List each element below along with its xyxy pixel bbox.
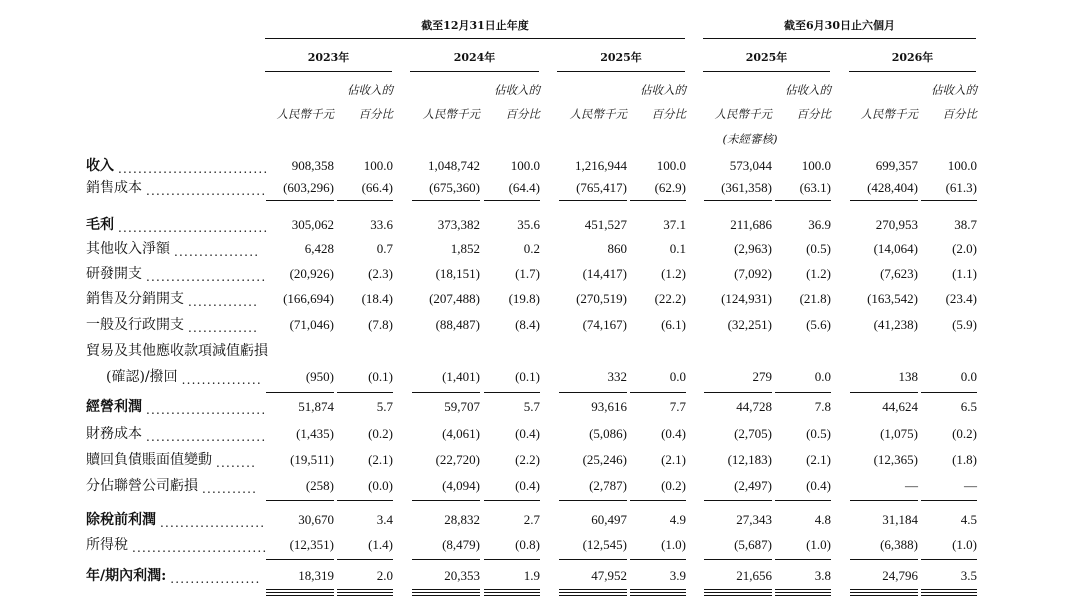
value-cell: (0.4) — [806, 478, 831, 493]
dot-leader: .............................. — [117, 221, 269, 235]
value-cell: 860 — [607, 241, 627, 256]
value-cell: 0.0 — [669, 369, 686, 384]
subtotal-rule — [412, 392, 480, 393]
value-cell: (12,351) — [289, 537, 334, 552]
row-label: 財務成本 — [86, 426, 142, 442]
year-header: 2025年 — [600, 51, 642, 64]
row-label: 所得稅 — [86, 537, 128, 553]
subtotal-rule — [559, 392, 627, 393]
subtotal-rule — [559, 559, 627, 560]
subtotal-rule — [266, 500, 334, 501]
value-cell: 31,184 — [882, 512, 918, 527]
double-rule — [412, 595, 480, 596]
dot-leader: ........ — [215, 456, 257, 470]
value-cell: (66.4) — [361, 180, 393, 195]
value-cell: (0.2) — [661, 478, 686, 493]
dot-leader: ........................ — [145, 403, 267, 417]
row-label: 贖回負債賬面值變動 — [86, 452, 212, 468]
value-cell: 1,048,742 — [428, 158, 480, 173]
double-rule — [266, 589, 334, 590]
subtotal-rule — [630, 392, 686, 393]
value-cell: 6.5 — [960, 399, 977, 414]
value-cell: (22,720) — [435, 452, 480, 467]
double-rule — [775, 592, 831, 593]
value-cell: (0.1) — [515, 369, 540, 384]
value-cell: (20,926) — [289, 266, 334, 281]
subtotal-rule — [921, 500, 977, 501]
column-header-percent: 佔收入的 — [494, 83, 540, 97]
subtotal-rule — [850, 500, 918, 501]
value-cell: 27,343 — [736, 512, 772, 527]
value-cell: (22.2) — [654, 291, 686, 306]
double-rule — [921, 595, 977, 596]
double-rule — [266, 592, 334, 593]
value-cell: 35.6 — [517, 217, 540, 232]
value-cell: (1.0) — [952, 537, 977, 552]
double-rule — [630, 595, 686, 596]
value-cell: (1.1) — [952, 266, 977, 281]
subtotal-rule — [266, 559, 334, 560]
value-cell: 7.8 — [814, 399, 831, 414]
value-cell: 3.9 — [669, 568, 686, 583]
value-cell: 47,952 — [591, 568, 627, 583]
value-cell: 908,358 — [291, 158, 334, 173]
subtotal-rule — [704, 559, 772, 560]
value-cell: (23.4) — [945, 291, 977, 306]
value-cell: 0.2 — [523, 241, 540, 256]
value-cell: (5,086) — [589, 426, 627, 441]
double-rule — [484, 589, 540, 590]
value-cell: (2,787) — [589, 478, 627, 493]
subtotal-rule — [337, 200, 393, 201]
value-cell: (2,705) — [734, 426, 772, 441]
subtotal-rule — [266, 392, 334, 393]
dot-leader: ................ — [181, 373, 262, 387]
value-cell: 3.4 — [376, 512, 393, 527]
value-cell: (1,435) — [296, 426, 334, 441]
value-cell: 0.0 — [814, 369, 831, 384]
column-header-amount: 人民幣千元 — [714, 107, 772, 121]
row-label: 研發開支 — [86, 266, 142, 282]
column-header-amount: 人民幣千元 — [422, 107, 480, 121]
value-cell: (14,064) — [873, 241, 918, 256]
value-cell: (12,183) — [727, 452, 772, 467]
subtotal-rule — [921, 200, 977, 201]
value-cell: 36.9 — [808, 217, 831, 232]
value-cell: (64.4) — [508, 180, 540, 195]
value-cell: 138 — [898, 369, 918, 384]
value-cell: 30,670 — [298, 512, 334, 527]
value-cell: 44,728 — [736, 399, 772, 414]
subtotal-rule — [412, 500, 480, 501]
dot-leader: ..................... — [159, 516, 266, 530]
subtotal-rule — [850, 392, 918, 393]
value-cell: 5.7 — [523, 399, 540, 414]
row-label: 毛利 — [86, 217, 114, 233]
column-header-amount: 人民幣千元 — [569, 107, 627, 121]
subtotal-rule — [775, 559, 831, 560]
value-cell: (21.8) — [799, 291, 831, 306]
value-cell: (163,542) — [867, 291, 918, 306]
double-rule — [559, 592, 627, 593]
double-rule — [337, 592, 393, 593]
value-cell: (18.4) — [361, 291, 393, 306]
subtotal-rule — [337, 559, 393, 560]
value-cell: 332 — [607, 369, 627, 384]
value-cell: (2.3) — [368, 266, 393, 281]
row-label: 一般及行政開支 — [86, 317, 184, 333]
value-cell: (166,694) — [283, 291, 334, 306]
value-cell: 100.0 — [510, 158, 540, 173]
header-rule — [265, 38, 685, 39]
value-cell: (74,167) — [582, 317, 627, 332]
value-cell: 59,707 — [444, 399, 480, 414]
value-cell: (63.1) — [799, 180, 831, 195]
header-rule — [703, 38, 976, 39]
value-cell: 6,428 — [304, 241, 334, 256]
year-rule — [557, 71, 685, 72]
value-cell: (41,238) — [873, 317, 918, 332]
value-cell: (12,545) — [582, 537, 627, 552]
value-cell: (765,417) — [576, 180, 627, 195]
value-cell: 33.6 — [370, 217, 393, 232]
subtotal-rule — [704, 392, 772, 393]
value-cell: (18,151) — [435, 266, 480, 281]
double-rule — [630, 592, 686, 593]
row-label: 除稅前利潤 — [86, 512, 156, 528]
column-header-percent: 百分比 — [651, 107, 686, 121]
dot-leader: .............. — [187, 295, 259, 309]
value-cell: (0.2) — [952, 426, 977, 441]
value-cell: (62.9) — [654, 180, 686, 195]
value-cell: (2.1) — [661, 452, 686, 467]
value-cell: (5.6) — [806, 317, 831, 332]
value-cell: 573,044 — [729, 158, 772, 173]
column-header-amount: 人民幣千元 — [276, 107, 334, 121]
double-rule — [921, 589, 977, 590]
row-label-continuation: (確認)/撥回 — [106, 369, 178, 385]
value-cell: (2,963) — [734, 241, 772, 256]
value-cell: (7.8) — [368, 317, 393, 332]
value-cell: 373,382 — [437, 217, 480, 232]
value-cell: 18,319 — [298, 568, 334, 583]
value-cell: 60,497 — [591, 512, 627, 527]
value-cell: (88,487) — [435, 317, 480, 332]
double-rule — [704, 589, 772, 590]
subtotal-rule — [484, 559, 540, 560]
value-cell: (19,511) — [290, 452, 334, 467]
value-cell: (14,417) — [582, 266, 627, 281]
value-cell: 211,686 — [730, 217, 772, 232]
value-cell: 24,796 — [882, 568, 918, 583]
column-header-percent: 佔收入的 — [785, 83, 831, 97]
value-cell: 0.0 — [960, 369, 977, 384]
value-cell: 451,527 — [584, 217, 627, 232]
double-rule — [704, 592, 772, 593]
value-cell: (1.0) — [806, 537, 831, 552]
value-cell: 93,616 — [591, 399, 627, 414]
row-label: 銷售成本 — [86, 180, 142, 196]
double-rule — [337, 589, 393, 590]
value-cell: 2.7 — [523, 512, 540, 527]
double-rule — [412, 589, 480, 590]
double-rule — [921, 592, 977, 593]
header-fiscal-year-group: 截至12月31日止年度 — [421, 19, 529, 32]
value-cell: (1.8) — [952, 452, 977, 467]
value-cell: (6.1) — [661, 317, 686, 332]
value-cell: (19.8) — [508, 291, 540, 306]
subtotal-rule — [484, 392, 540, 393]
value-cell: (1.2) — [806, 266, 831, 281]
double-rule — [266, 595, 334, 596]
value-cell: (603,296) — [283, 180, 334, 195]
value-cell: (4,094) — [442, 478, 480, 493]
column-header-percent: 百分比 — [505, 107, 540, 121]
value-cell: (0.5) — [806, 241, 831, 256]
value-cell: 5.7 — [376, 399, 393, 414]
value-cell: (361,358) — [721, 180, 772, 195]
value-cell: 38.7 — [954, 217, 977, 232]
subtotal-rule — [775, 500, 831, 501]
value-cell: (2.1) — [368, 452, 393, 467]
value-cell: 699,357 — [875, 158, 918, 173]
subtotal-rule — [921, 559, 977, 560]
value-cell: 279 — [752, 369, 772, 384]
double-rule — [337, 595, 393, 596]
value-cell: 7.7 — [669, 399, 686, 414]
value-cell: 51,874 — [298, 399, 334, 414]
double-rule — [775, 595, 831, 596]
value-cell: 4.8 — [814, 512, 831, 527]
value-cell: (1,401) — [442, 369, 480, 384]
subtotal-rule — [559, 500, 627, 501]
value-cell: (8.4) — [515, 317, 540, 332]
value-cell: 100.0 — [656, 158, 686, 173]
year-rule — [849, 71, 976, 72]
subtotal-rule — [559, 200, 627, 201]
double-rule — [484, 592, 540, 593]
value-cell: 2.0 — [376, 568, 393, 583]
year-rule — [265, 71, 392, 72]
subtotal-rule — [630, 559, 686, 560]
subtotal-rule — [630, 200, 686, 201]
column-header-percent: 佔收入的 — [640, 83, 686, 97]
dot-leader: ........................... — [131, 541, 268, 555]
dot-leader: ........................ — [145, 184, 267, 198]
value-cell: 270,953 — [875, 217, 918, 232]
value-cell: (7,623) — [880, 266, 918, 281]
dot-leader: ........... — [201, 482, 258, 496]
row-label: 銷售及分銷開支 — [86, 291, 184, 307]
subtotal-rule — [484, 500, 540, 501]
value-cell: (61.3) — [945, 180, 977, 195]
value-cell: 1,852 — [450, 241, 480, 256]
value-cell: (1.0) — [661, 537, 686, 552]
double-rule — [484, 595, 540, 596]
double-rule — [704, 595, 772, 596]
value-cell: (0.4) — [661, 426, 686, 441]
subtotal-rule — [337, 500, 393, 501]
value-cell: (124,931) — [721, 291, 772, 306]
value-cell: 1.9 — [523, 568, 540, 583]
row-label: 其他收入淨額 — [86, 241, 170, 257]
value-cell: (6,388) — [880, 537, 918, 552]
column-header-percent: 百分比 — [942, 107, 977, 121]
value-cell: (207,488) — [429, 291, 480, 306]
double-rule — [559, 595, 627, 596]
row-label: 收入 — [86, 158, 114, 174]
value-cell: (0.5) — [806, 426, 831, 441]
value-cell: (950) — [305, 369, 334, 384]
double-rule — [412, 592, 480, 593]
value-cell: (2.1) — [806, 452, 831, 467]
value-cell: (0.1) — [368, 369, 393, 384]
value-cell: (32,251) — [727, 317, 772, 332]
subtotal-rule — [412, 559, 480, 560]
double-rule — [630, 589, 686, 590]
value-cell: (7,092) — [734, 266, 772, 281]
value-cell: (12,365) — [873, 452, 918, 467]
year-header: 2024年 — [453, 51, 496, 64]
value-cell: 1,216,944 — [575, 158, 627, 173]
value-cell: 37.1 — [663, 217, 686, 232]
value-cell: (1.7) — [515, 266, 540, 281]
value-cell: 28,832 — [444, 512, 480, 527]
subtotal-rule — [775, 392, 831, 393]
dot-leader: .............................. — [117, 162, 269, 176]
value-cell: (675,360) — [429, 180, 480, 195]
column-header-percent: 百分比 — [358, 107, 393, 121]
value-cell: (2.0) — [952, 241, 977, 256]
value-cell: (4,061) — [442, 426, 480, 441]
value-cell: 100.0 — [801, 158, 831, 173]
value-cell: 0.7 — [376, 241, 393, 256]
value-cell: 3.8 — [814, 568, 831, 583]
subtotal-rule — [412, 200, 480, 201]
row-label: 年/期內利潤: — [86, 568, 167, 584]
value-cell: (71,046) — [289, 317, 334, 332]
value-cell: (25,246) — [582, 452, 627, 467]
value-cell: 0.1 — [669, 241, 686, 256]
column-header-percent: 佔收入的 — [347, 83, 393, 97]
value-cell: (258) — [305, 478, 334, 493]
dot-leader: ................. — [173, 245, 260, 259]
value-cell: (0.2) — [368, 426, 393, 441]
double-rule — [850, 595, 918, 596]
subtotal-rule — [775, 200, 831, 201]
row-label: 貿易及其他應收款項減值虧損 — [86, 343, 268, 359]
subtotal-rule — [704, 200, 772, 201]
value-cell: 100.0 — [363, 158, 393, 173]
row-label: 分佔聯營公司虧損 — [86, 478, 198, 494]
value-cell: 3.5 — [960, 568, 977, 583]
value-cell: — — [964, 478, 977, 493]
value-cell: 305,062 — [291, 217, 334, 232]
unaudited-note: (未經審核) — [722, 132, 778, 146]
subtotal-rule — [630, 500, 686, 501]
value-cell: (8,479) — [442, 537, 480, 552]
value-cell: 4.5 — [960, 512, 977, 527]
value-cell: (2,497) — [734, 478, 772, 493]
subtotal-rule — [484, 200, 540, 201]
double-rule — [850, 589, 918, 590]
value-cell: (2.2) — [515, 452, 540, 467]
value-cell: (0.4) — [515, 478, 540, 493]
value-cell: — — [905, 478, 918, 493]
subtotal-rule — [921, 392, 977, 393]
value-cell: (0.8) — [515, 537, 540, 552]
value-cell: (5.9) — [952, 317, 977, 332]
value-cell: 20,353 — [444, 568, 480, 583]
year-rule — [703, 71, 830, 72]
value-cell: (1.2) — [661, 266, 686, 281]
value-cell: 21,656 — [736, 568, 772, 583]
value-cell: (1,075) — [880, 426, 918, 441]
dot-leader: .................. — [170, 572, 261, 586]
column-header-percent: 百分比 — [796, 107, 831, 121]
value-cell: (0.0) — [368, 478, 393, 493]
value-cell: 100.0 — [947, 158, 977, 173]
value-cell: (5,687) — [734, 537, 772, 552]
value-cell: 4.9 — [669, 512, 686, 527]
subtotal-rule — [850, 559, 918, 560]
dot-leader: ........................ — [145, 430, 267, 444]
subtotal-rule — [850, 200, 918, 201]
double-rule — [559, 589, 627, 590]
subtotal-rule — [266, 200, 334, 201]
dot-leader: .............. — [187, 321, 259, 335]
double-rule — [850, 592, 918, 593]
value-cell: (428,404) — [867, 180, 918, 195]
value-cell: 44,624 — [882, 399, 918, 414]
year-header: 2023年 — [307, 51, 350, 64]
year-header: 2025年 — [745, 51, 788, 64]
value-cell: (270,519) — [576, 291, 627, 306]
subtotal-rule — [704, 500, 772, 501]
subtotal-rule — [337, 392, 393, 393]
column-header-amount: 人民幣千元 — [860, 107, 918, 121]
value-cell: (1.4) — [368, 537, 393, 552]
dot-leader: ........................ — [145, 270, 267, 284]
year-rule — [410, 71, 539, 72]
double-rule — [775, 589, 831, 590]
year-header: 2026年 — [891, 51, 934, 64]
column-header-percent: 佔收入的 — [931, 83, 977, 97]
header-six-months-group: 截至6月30日止六個月 — [784, 19, 895, 32]
row-label: 經營利潤 — [86, 399, 142, 415]
value-cell: (0.4) — [515, 426, 540, 441]
